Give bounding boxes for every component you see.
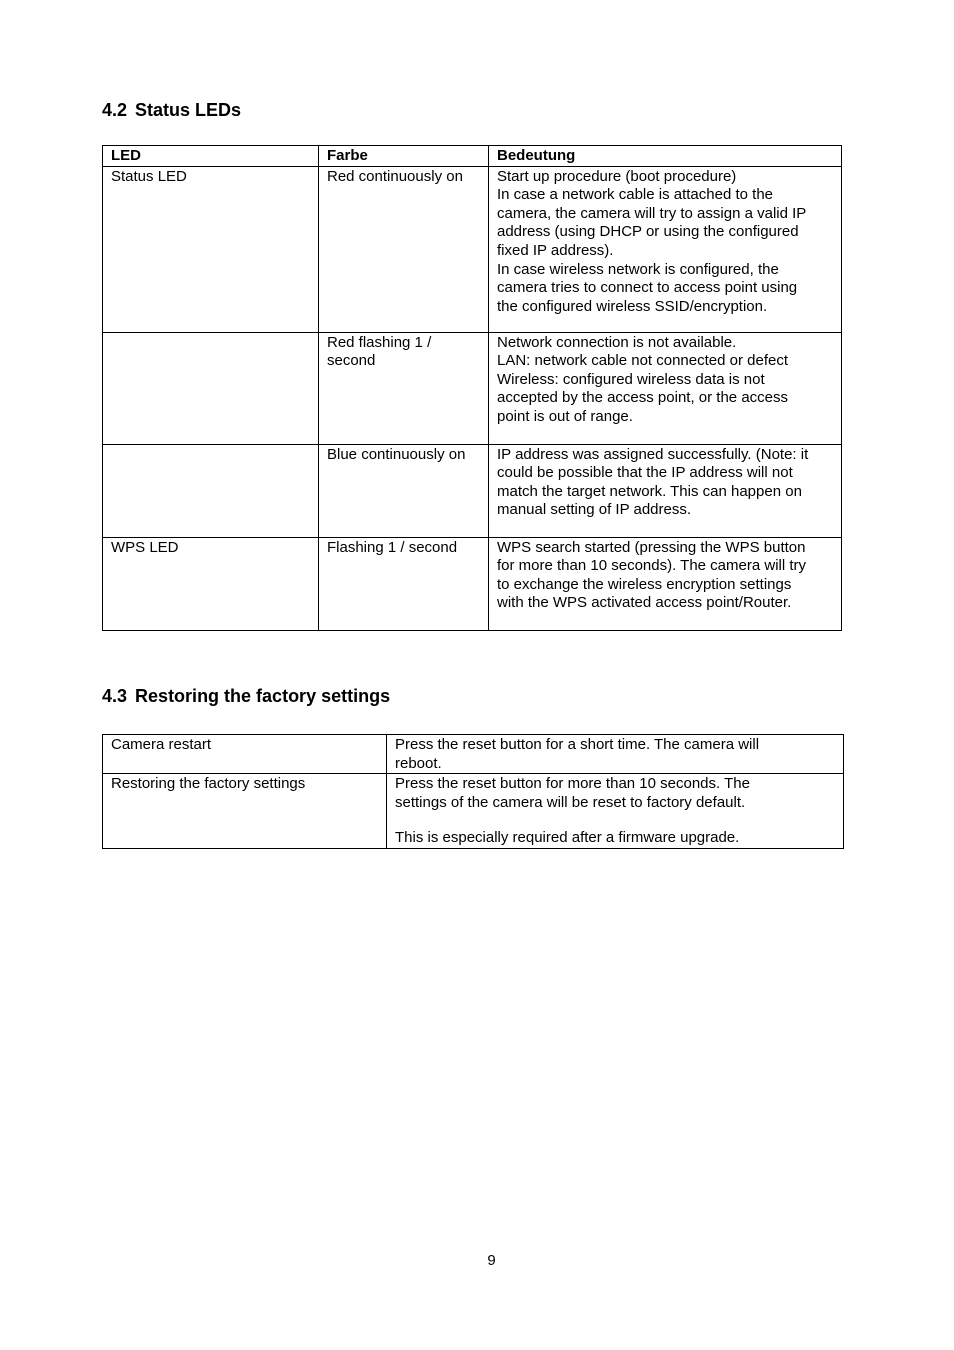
section-heading-factory-settings — [102, 685, 390, 707]
action-cell: Restoring the factory settings — [103, 774, 387, 849]
meaning-line: In case a network cable is attached to the — [497, 186, 773, 204]
led-color-cell: Blue continuously on — [319, 444, 489, 537]
led-name-cell — [103, 444, 319, 537]
meaning-line: LAN: network cable not connected or defect — [497, 352, 789, 370]
led-meaning-cell — [489, 444, 842, 537]
description-line: settings of the camera will be reset to factory default. — [395, 793, 746, 811]
table-header-row — [103, 146, 842, 167]
led-name-cell: Status LED — [103, 166, 319, 332]
description-cell — [387, 735, 844, 774]
meaning-line: IP address was assigned successfully. (Note: it — [497, 445, 809, 463]
table-row — [103, 537, 842, 630]
led-meaning-cell — [489, 332, 842, 444]
meaning-line: Wireless: configured wireless data is not — [497, 370, 765, 388]
meaning-line: camera, the camera will try to assign a valid IP — [497, 204, 807, 222]
led-name-cell — [103, 332, 319, 444]
meaning-line: could be possible that the IP address will not — [497, 464, 793, 482]
meaning-line: the configured wireless SSID/encryption. — [497, 297, 768, 315]
section-number: 4.3 — [102, 686, 128, 706]
led-meaning-cell — [489, 537, 842, 630]
description-line: reboot. — [395, 754, 442, 772]
meaning-line: fixed IP address). — [497, 241, 614, 259]
table-row — [103, 735, 844, 774]
meaning-line: manual setting of IP address. — [497, 501, 692, 519]
section-title: Status LEDs — [135, 100, 242, 120]
table-row — [103, 332, 842, 444]
status-led-table — [102, 145, 842, 631]
action-cell: Camera restart — [103, 735, 387, 774]
led-color-cell — [319, 332, 489, 444]
column-header-led: LED — [103, 146, 319, 167]
factory-reset-table — [102, 734, 844, 849]
section-number: 4.2 — [102, 100, 128, 120]
meaning-line: Start up procedure (boot procedure) — [497, 167, 737, 185]
description-cell — [387, 774, 844, 849]
description-line: Press the reset button for more than 10 seconds. The — [395, 775, 750, 793]
meaning-line: Network connection is not available. — [497, 333, 737, 351]
description-line: Press the reset button for a short time. The camera will — [395, 736, 760, 753]
color-line: second — [327, 352, 376, 370]
table-row — [103, 774, 844, 849]
meaning-line: address (using DHCP or using the configured — [497, 223, 799, 241]
meaning-line: WPS search started (pressing the WPS button — [497, 538, 806, 556]
meaning-line: camera tries to connect to access point using — [497, 279, 798, 297]
meaning-line: accepted by the access point, or the access — [497, 389, 788, 407]
meaning-line: In case wireless network is configured, the — [497, 260, 779, 278]
paragraph-gap — [395, 812, 835, 829]
led-color-cell: Red continuously on — [319, 166, 489, 332]
meaning-line: with the WPS activated access point/Router. — [497, 594, 792, 612]
meaning-line: match the target network. This can happen on — [497, 482, 802, 500]
description-note: This is especially required after a firmware upgrade. — [395, 829, 740, 847]
meaning-line: for more than 10 seconds). The camera will try — [497, 557, 807, 575]
column-header-meaning: Bedeutung — [489, 146, 842, 167]
section-heading-status-leds — [102, 99, 241, 121]
page-number: 9 — [487, 1252, 496, 1269]
table-row — [103, 166, 842, 332]
column-header-color: Farbe — [319, 146, 489, 167]
meaning-line: to exchange the wireless encryption settings — [497, 575, 792, 593]
led-meaning-cell — [489, 166, 842, 332]
led-color-cell: Flashing 1 / second — [319, 537, 489, 630]
led-name-cell: WPS LED — [103, 537, 319, 630]
section-title: Restoring the factory settings — [135, 686, 391, 706]
table-row — [103, 444, 842, 537]
color-line: Red flashing 1 / — [327, 333, 432, 351]
meaning-line: point is out of range. — [497, 407, 633, 425]
